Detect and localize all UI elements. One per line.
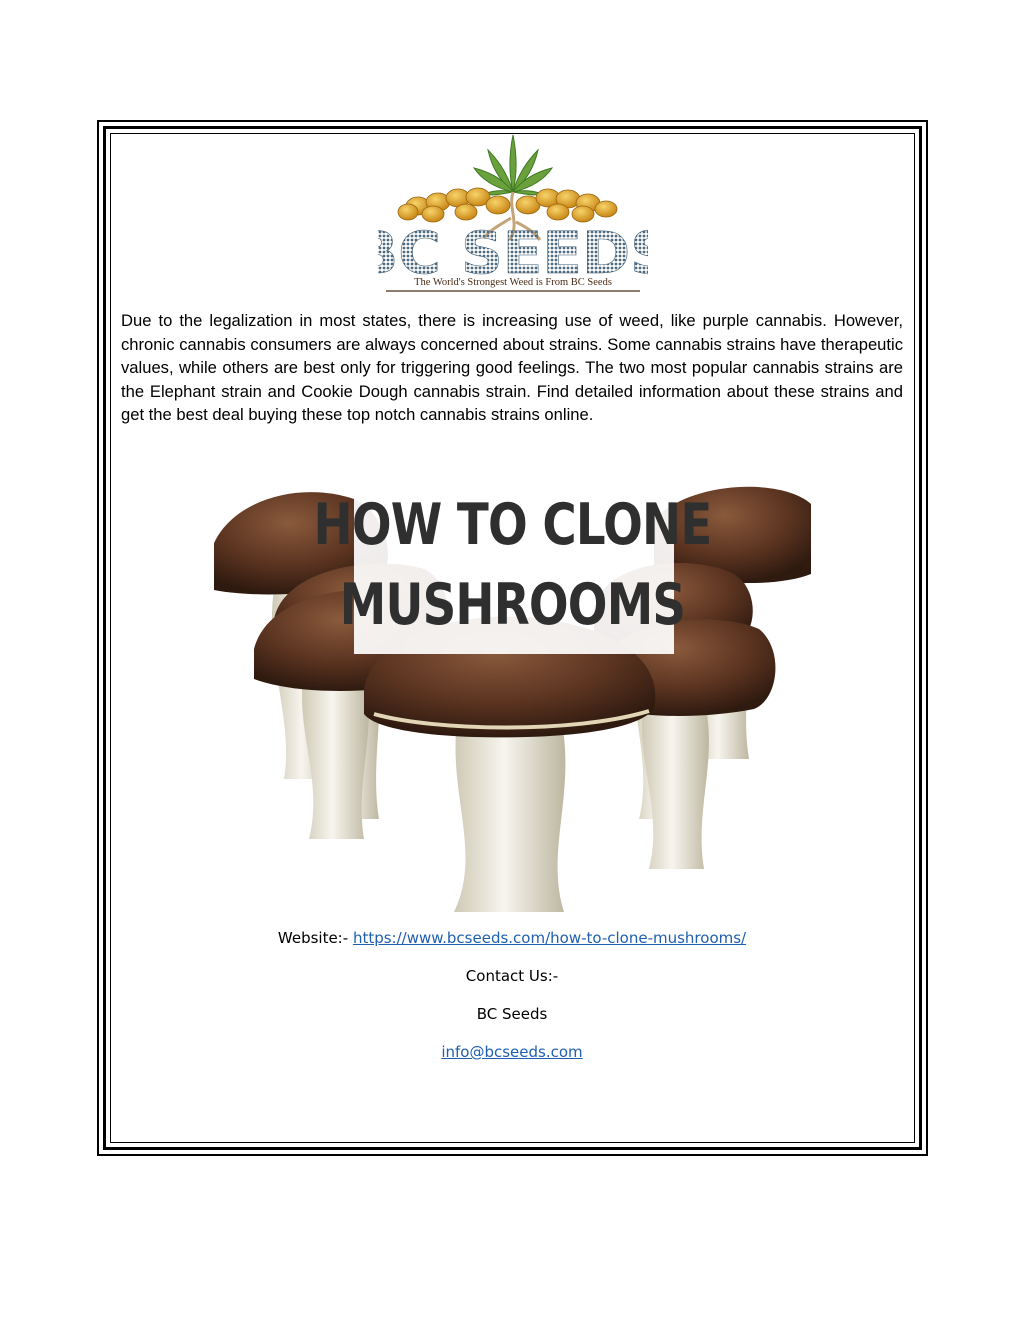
brand-wordmark: C SEED [398,219,631,287]
email-row [0,1043,1024,1061]
intro-paragraph: Due to the legalization in most states, there is increasing use of weed, like purple cannabis. However, chronic cannabis consumers are always concerned about strains. Some cannabis strains have therapeutic values, while others are best only for triggering good feelings. The two most popular cannabis strains are the Elephant strain and Cookie Dough cannabis strain. Find detailed information about these strains and get the best deal buying these top notch cannabis strains online. [121,311,903,424]
website-row [0,929,1024,947]
company-name: BC Seeds [476,1005,548,1023]
cannabis-leaf-icon [474,135,552,195]
email-link[interactable]: info@bcseeds.com [441,1043,583,1061]
bc-seeds-logo [378,130,648,296]
website-label: Website:- [277,929,349,947]
hero-title-line2: MUSHROOMS [339,572,686,638]
contact-label: Contact Us:- [465,967,559,985]
website-link[interactable]: https://www.bcseeds.com/how-to-clone-mushrooms/ [352,929,747,947]
logo-tagline: The World's Strongest Weed is From BC Seeds [414,277,612,288]
hero-title-line1: HOW TO CLONE [313,492,712,558]
